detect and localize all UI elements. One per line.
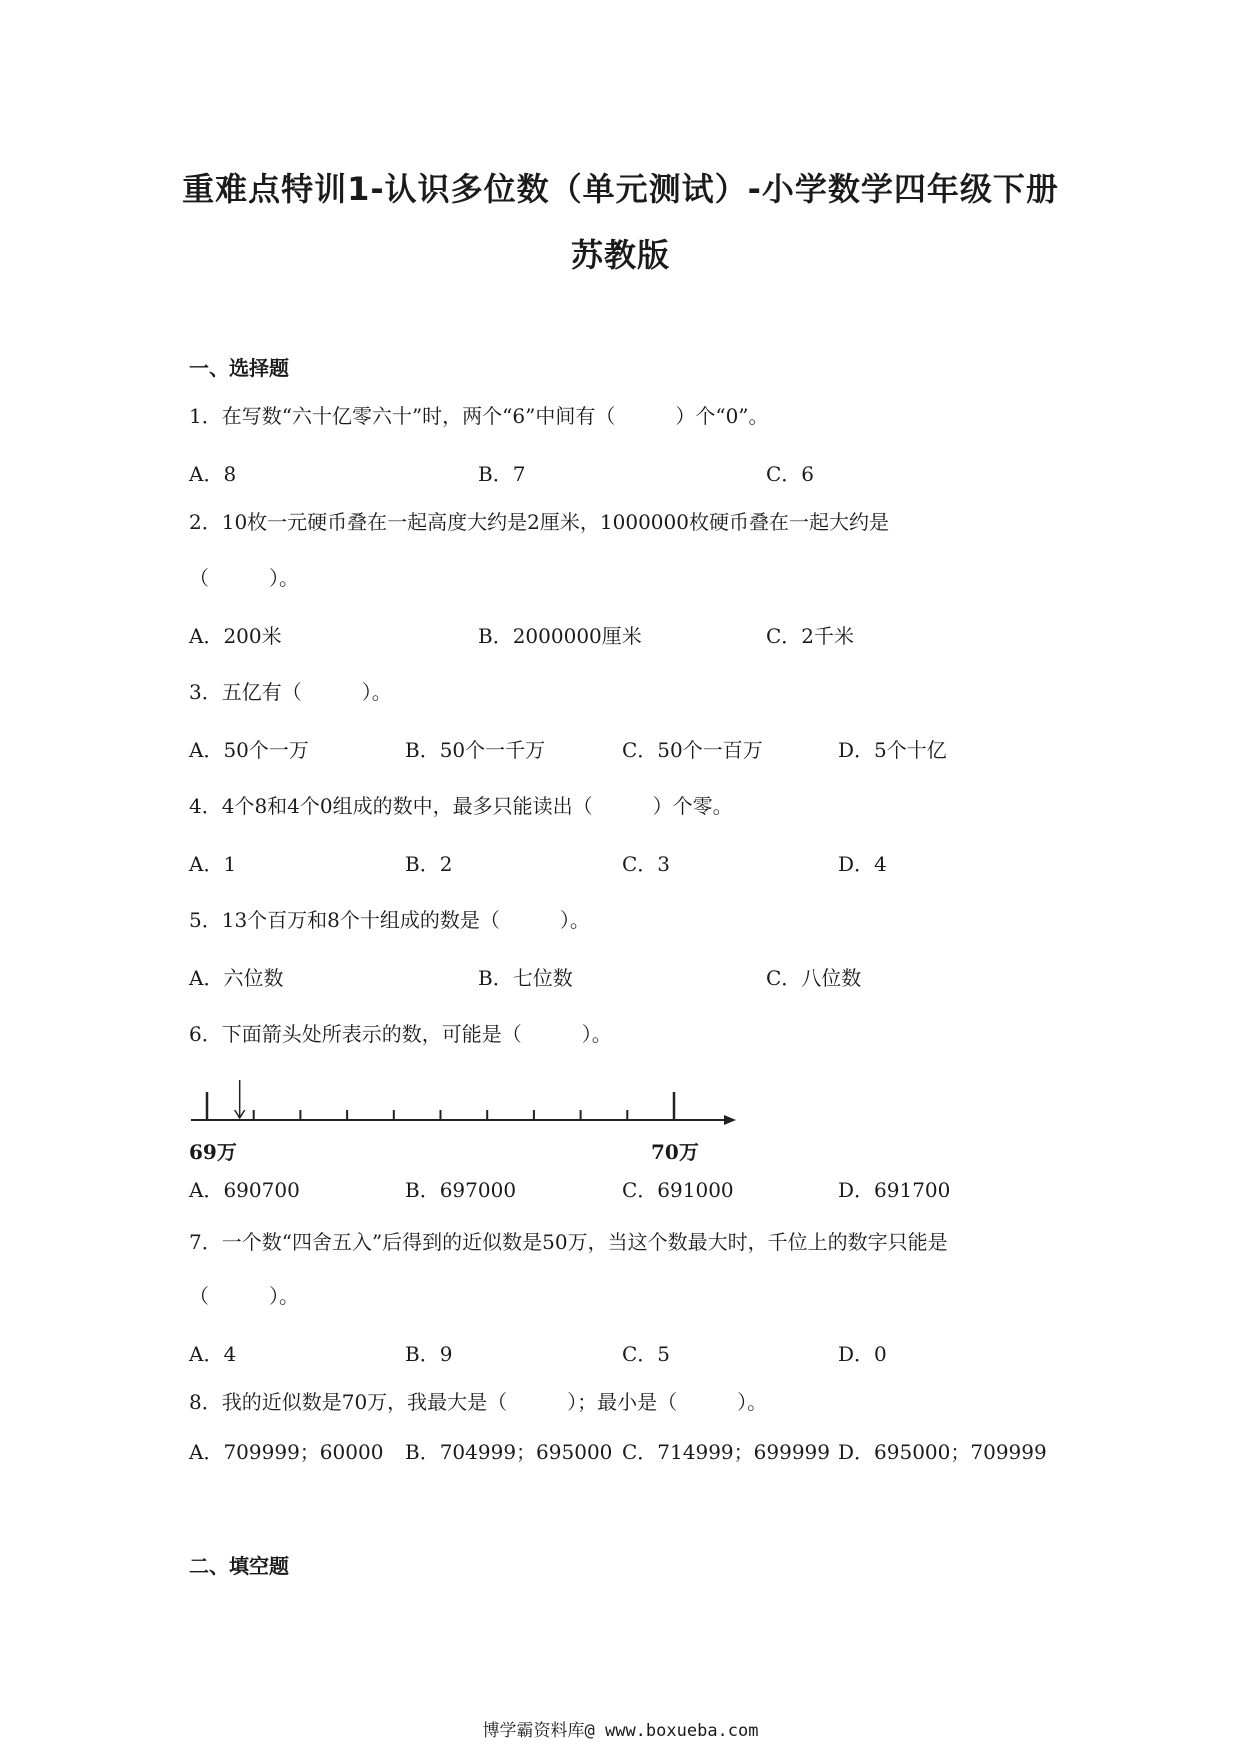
- question-7-text-cont: （ ）。: [189, 1284, 299, 1308]
- number-line-end-label: 70万: [651, 1140, 699, 1164]
- question-2-option-c: C．2千米: [766, 624, 855, 648]
- question-5-option-b: B．七位数: [478, 966, 573, 990]
- section-heading-multiple-choice: 一、选择题: [189, 356, 289, 380]
- question-7-option-b: B．9: [405, 1342, 453, 1366]
- question-2-text: 2．10枚一元硬币叠在一起高度大约是2厘米，1000000枚硬币叠在一起大约是: [189, 510, 889, 534]
- question-1-option-c: C．6: [766, 462, 815, 486]
- number-line-start-label: 69万: [189, 1140, 237, 1164]
- document-title-line-1: 重难点特训1-认识多位数（单元测试）-小学数学四年级下册: [182, 170, 1059, 208]
- question-8-option-c: C．714999；699999: [622, 1440, 830, 1464]
- question-3-option-b: B．50个一千万: [405, 738, 546, 762]
- question-3-text: 3．五亿有（ ）。: [189, 680, 392, 704]
- question-5-option-c: C．八位数: [766, 966, 862, 990]
- number-line-svg: [189, 1080, 749, 1140]
- question-7-text: 7．一个数“四舍五入”后得到的近似数是50万，当这个数最大时，千位上的数字只能是: [189, 1230, 948, 1254]
- question-2-text-cont: （ ）。: [189, 566, 299, 590]
- question-7-option-c: C．5: [622, 1342, 671, 1366]
- question-1-text: 1．在写数“六十亿零六十”时，两个“6”中间有（ ）个“0”。: [189, 404, 769, 428]
- number-line-arrowhead: [724, 1115, 736, 1125]
- question-4-option-b: B．2: [405, 852, 453, 876]
- question-4-option-d: D．4: [838, 852, 887, 876]
- document-title-line-2: 苏教版: [570, 236, 670, 274]
- question-8-option-a: A．709999；60000: [189, 1440, 384, 1464]
- section-heading-fill-in-blank: 二、填空题: [189, 1554, 289, 1578]
- question-4-text: 4．4个8和4个0组成的数中，最多只能读出（ ）个零。: [189, 794, 733, 818]
- question-7-option-d: D．0: [838, 1342, 887, 1366]
- question-8-option-b: B．704999；695000: [405, 1440, 613, 1464]
- question-6-option-c: C．691000: [622, 1178, 734, 1202]
- question-5-text: 5．13个百万和8个十组成的数是（ ）。: [189, 908, 590, 932]
- question-6-text: 6．下面箭头处所表示的数，可能是（ ）。: [189, 1022, 612, 1046]
- question-2-option-b: B．2000000厘米: [478, 624, 642, 648]
- question-3-option-d: D．5个十亿: [838, 738, 947, 762]
- question-1-option-a: A．8: [189, 462, 237, 486]
- question-8-text: 8．我的近似数是70万，我最大是（ ）；最小是（ ）。: [189, 1390, 768, 1414]
- question-3-option-a: A．50个一万: [189, 738, 309, 762]
- question-6-option-d: D．691700: [838, 1178, 951, 1202]
- question-1-option-b: B．7: [478, 462, 526, 486]
- question-4-option-a: A．1: [189, 852, 237, 876]
- question-6-option-a: A．690700: [189, 1178, 300, 1202]
- question-2-option-a: A．200米: [189, 624, 282, 648]
- question-5-option-a: A．六位数: [189, 966, 284, 990]
- footer-watermark-text: 博学霸资料库@ www.boxueba.com: [482, 1721, 759, 1741]
- question-4-option-c: C．3: [622, 852, 671, 876]
- number-line-figure: [189, 1080, 749, 1170]
- question-8-option-d: D．695000；709999: [838, 1440, 1047, 1464]
- question-3-option-c: C．50个一百万: [622, 738, 763, 762]
- question-7-option-a: A．4: [189, 1342, 237, 1366]
- question-6-option-b: B．697000: [405, 1178, 517, 1202]
